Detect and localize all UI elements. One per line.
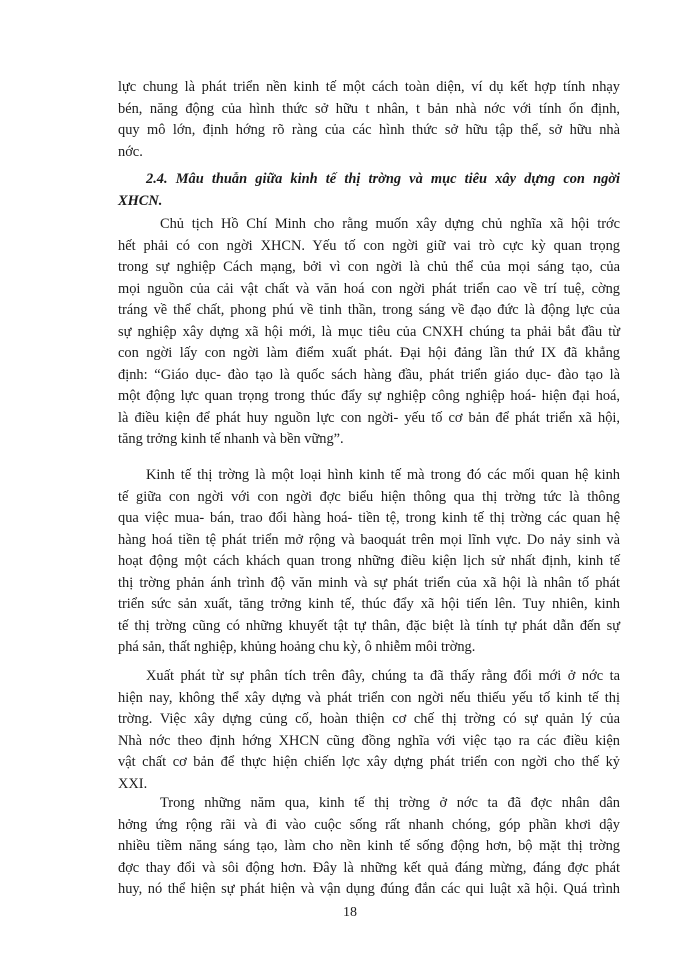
text-line: Chủ tịch Hồ Chí Minh cho rằng muốn xây dựng chủ nghĩa xã hội trớc bbox=[160, 216, 620, 232]
text-line: tráng về thể chất, phong phú về tinh thần, trong sáng về đạo đức là động lực của bbox=[118, 302, 620, 318]
text-line: vật chất cơ bản để thực hiện chiến lợc xây dựng phát triển con ngời cho thế kỷ bbox=[118, 754, 620, 770]
text-line: XXI. bbox=[118, 775, 148, 792]
text-line: tế giữa con ngời với con ngời đợc biểu hiện thông qua thị trờng tức là thông bbox=[118, 488, 620, 505]
intro-paragraph bbox=[118, 77, 620, 163]
text-line: hàng hoá tiền tệ phát triển mở rộng và baoquát trên mọi lĩnh vực. Do nảy sinh và bbox=[118, 531, 620, 548]
text-line: bén, năng động của hình thức sở hữu t nhân, t bản nhà nớc với tính ổn định, bbox=[118, 100, 620, 117]
text-line: triển sức sản xuất, tăng trởng kinh tế, thúc đẩy xã hội tiến lên. Tuy nhiên, kinh bbox=[118, 596, 620, 612]
text-line: thị trờng phản ánh trình độ văn minh và sự phát triển của xã hội là nhân tố phát bbox=[118, 574, 620, 591]
text-line: Kinh tế thị trờng là một loại hình kinh tế mà trong đó các mối quan hệ kinh bbox=[146, 467, 620, 483]
text-line: nhiều tiềm năng sáng tạo, làm cho nền kinh tế sống động hơn, bộ mặt thị trờng bbox=[118, 838, 620, 854]
text-line: tăng trởng kinh tế nhanh và bền vững”. bbox=[118, 431, 344, 447]
text-line: đợc thay đổi và sôi động hơn. Đây là những kết quả đáng mừng, đáng đợc phát bbox=[118, 859, 620, 876]
paragraph-2 bbox=[118, 465, 620, 659]
text-line: hiện nay, không thể xây dựng và phát triển con ngời nếu thiếu yếu tố kinh tế thị bbox=[118, 689, 620, 706]
text-line: một động lực quan trọng trong thúc đẩy sự nghiệp công nghiệp hoá- hiện đại hoá, bbox=[118, 388, 620, 404]
text-line: hoạt động một cách khách quan trong những điều kiện lịch sử nhất định, kinh tế bbox=[118, 553, 620, 569]
text-line: trong sự nghiệp Cách mạng, bởi vì con ngời là chủ thể của mọi sáng tạo, của bbox=[118, 259, 620, 275]
text-line: con ngời lấy con ngời làm điểm xuất phát. Đại hội đảng lần thứ IX đã khẳng bbox=[118, 345, 620, 361]
paragraph-3 bbox=[118, 666, 620, 795]
text-line: phá sản, thất nghiệp, khủng hoảng chu kỳ, ô nhiễm môi trờng. bbox=[118, 639, 476, 655]
text-line: qua việc mua- bán, trao đổi hàng hoá- tiền tệ, trong kinh tế thị trờng các quan hệ bbox=[118, 510, 620, 526]
text-line: trờng. Việc xây dựng củng cố, hoàn thiện cơ chế thị trờng có sự quản lý của bbox=[118, 711, 620, 727]
text-line: Xuất phát từ sự phân tích trên đây, chúng ta đã thấy rằng đổi mới ở nớc ta bbox=[146, 668, 620, 684]
heading-line: XHCN. bbox=[118, 192, 163, 209]
text-line: định: “Giáo dục- đào tạo là quốc sách hàng đầu, phát triển giáo dục- đào tạo là bbox=[118, 366, 620, 383]
text-line: Nhà nớc theo định hớng XHCN cũng đồng nghĩa với việc tạo ra các điều kiện bbox=[118, 732, 620, 749]
text-line: tế thị trờng cũng có những khuyết tật tự thân, đặc biệt là tính tự phát dẫn đến sự bbox=[118, 617, 620, 634]
text-line: là điều kiện để phát huy nguồn lực con ngời- yếu tố cơ bản để phát triển xã hội, bbox=[118, 409, 620, 426]
paragraph-4 bbox=[118, 793, 620, 901]
text-line: quy mô lớn, định hớng rõ ràng của các hình thức sở hữu tập thể, sở hữu nhà bbox=[118, 122, 620, 138]
heading-line: 2.4. Mâu thuẫn giữa kinh tế thị trờng và mục tiêu xây dựng con ngời bbox=[146, 171, 620, 187]
text-line: mọi nguồn của cải vật chất và văn hoá con ngời phát triển cao về trí tuệ, cờng bbox=[118, 280, 620, 297]
text-line: Trong những năm qua, kinh tế thị trờng ở nớc ta đã đợc nhân dân bbox=[160, 795, 620, 811]
paragraph-1 bbox=[118, 214, 620, 451]
text-line: hởng ứng rộng rãi và đi vào cuộc sống rất nhanh chóng, góp phần khơi dậy bbox=[118, 816, 620, 833]
text-line: huy, nó thể hiện sự phát hiện và vận dụng đúng đắn các qui luật xã hội. Quá trình bbox=[118, 881, 620, 897]
section-heading bbox=[118, 169, 620, 212]
page-number: 18 bbox=[343, 905, 357, 920]
text-line: hết phải có con ngời XHCN. Yếu tố con ngời giữ vai trò cực kỳ quan trọng bbox=[118, 237, 620, 254]
text-line: lực chung là phát triển nền kinh tế một cách toàn diện, ví dụ kết hợp tính nhạy bbox=[118, 79, 620, 95]
text-line: nớc. bbox=[118, 143, 143, 160]
text-line: sự nghiệp xây dựng xã hội mới, là mục tiêu của CNXH chúng ta phải bắt đầu từ bbox=[118, 323, 620, 340]
